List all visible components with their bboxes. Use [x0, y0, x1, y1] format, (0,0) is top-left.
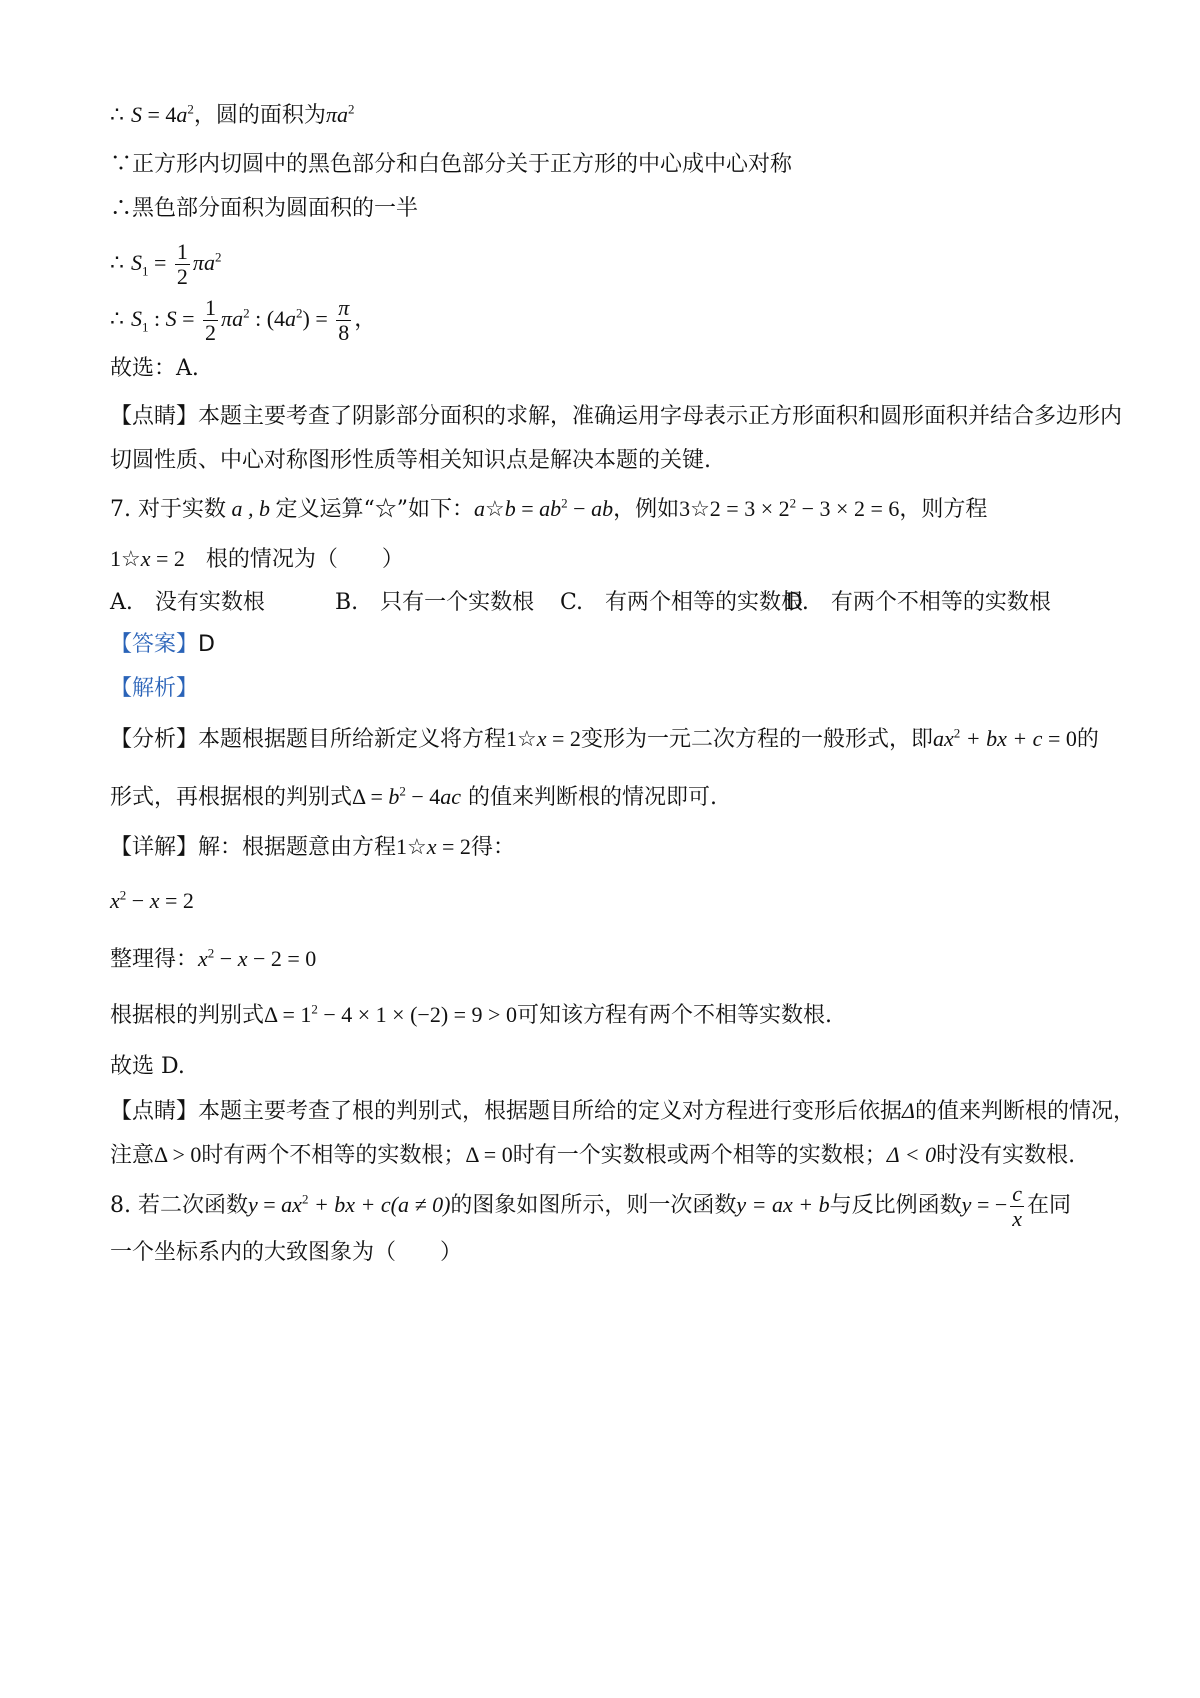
math-var: a: [203, 250, 215, 275]
math-text: −: [126, 888, 150, 913]
math-var: π: [325, 102, 337, 127]
math-text: =: [176, 306, 201, 331]
text: 与反比例函数: [829, 1193, 962, 1218]
math-text: 1☆: [110, 546, 141, 571]
math-exponent: 2: [243, 305, 250, 321]
text: 根的情况为（ ）: [205, 547, 404, 572]
fraction: [203, 296, 218, 345]
math-var: x: [140, 546, 151, 571]
therefore-symbol: ∴: [110, 307, 124, 332]
answer-tag: 【答案】: [110, 632, 199, 657]
text: 的值来判断根的情况，: [914, 1099, 1135, 1124]
text: 的值来判断根的情况即可.: [468, 785, 718, 810]
discriminant-line: [110, 998, 1110, 1033]
fraction: [336, 296, 351, 345]
fraction: [175, 240, 190, 289]
analysis-line: [110, 672, 1110, 706]
line-choose-a: 故选：A.: [110, 356, 199, 381]
choose-d-line: 故选 D.: [110, 1054, 185, 1079]
math-exponent: 2: [311, 1001, 318, 1017]
math-text: = 4: [142, 102, 177, 127]
math-var: x: [198, 946, 208, 971]
text: 时没有实数根.: [936, 1143, 1076, 1168]
math-exponent: 2: [119, 887, 127, 903]
fraction-denominator: 2: [176, 263, 188, 289]
math-exponent: 2: [561, 495, 568, 511]
math-text: Δ < 0: [886, 1142, 937, 1167]
question-number: 8. 若二次函数: [110, 1193, 248, 1218]
math-text: = 2: [546, 726, 581, 751]
option-c: C. 有两个相等的实数根: [560, 590, 804, 615]
math-subscript: 1: [142, 263, 149, 279]
fraction-numerator: 1: [205, 294, 217, 320]
math-var: + bx + c: [960, 726, 1043, 751]
math-var: a: [285, 306, 297, 331]
math-text: 1☆: [506, 726, 537, 751]
fraction-denominator: 2: [205, 319, 217, 345]
math-var: S: [131, 306, 142, 331]
math-text: =: [148, 250, 172, 275]
equation-1: [110, 884, 1110, 919]
math-var: b: [388, 784, 400, 809]
math-var: ab: [539, 496, 562, 521]
math-text: =: [515, 496, 540, 521]
math-var: x: [237, 946, 248, 971]
text: 【详解】解：根据题意由方程: [110, 835, 397, 860]
math-text: :: [148, 306, 166, 331]
math-var: S: [165, 306, 177, 331]
math-var: ax: [932, 726, 954, 751]
text: 时有两个不相等的实数根；: [201, 1143, 466, 1168]
math-var: x: [110, 888, 120, 913]
fraction-numerator: π: [338, 294, 350, 320]
math-text: Δ =: [352, 784, 389, 809]
math-var: π: [221, 306, 233, 331]
math-exponent: 2: [953, 725, 961, 741]
dianjing-line-1: [110, 1094, 1135, 1129]
fraction-numerator: c: [1012, 1180, 1023, 1206]
math-var: (a ≠ 0): [390, 1192, 451, 1217]
text: 变形为一元二次方程的一般形式，即: [580, 727, 933, 752]
line-s1: [110, 238, 1110, 288]
equation-2: [110, 942, 1110, 977]
math-exponent: 2: [347, 101, 355, 117]
math-text: = −: [971, 1192, 1008, 1217]
math-exponent: 2: [301, 1191, 309, 1207]
text: ，例如: [613, 497, 680, 522]
math-exponent: 2: [296, 305, 303, 321]
math-subscript: 1: [142, 319, 149, 335]
math-var: a: [473, 496, 485, 521]
math-var: a , b: [225, 496, 276, 521]
math-text: Δ = 0: [465, 1142, 513, 1167]
math-text: 1☆: [396, 834, 427, 859]
fraction: [1010, 1182, 1024, 1231]
option-a: A. 没有实数根: [110, 590, 265, 615]
math-text: Δ > 0: [154, 1142, 202, 1167]
therefore-symbol: ∴: [110, 103, 124, 128]
math-var: ax: [281, 1192, 302, 1217]
math-text: = 2: [159, 888, 194, 913]
line-comment-2: 切圆性质、中心对称图形性质等相关知识点是解决本题的关键.: [110, 448, 711, 473]
math-text: = 2: [150, 546, 185, 571]
math-text: − 2 = 0: [247, 946, 317, 971]
math-text: : (4: [249, 306, 286, 331]
line-symmetry: ∵正方形内切圆中的黑色部分和白色部分关于正方形的中心成中心对称: [110, 152, 793, 177]
option-d: D. 有两个不相等的实数根: [785, 590, 1051, 615]
math-exponent: 2: [399, 783, 406, 799]
text: 得：: [470, 835, 515, 860]
therefore-symbol: ∴: [110, 251, 124, 276]
math-var: a: [176, 102, 188, 127]
math-var: Δ: [902, 1098, 915, 1123]
text: 的图象如图所示，则一次函数: [450, 1193, 737, 1218]
math-var: π: [192, 250, 204, 275]
math-exponent: 2: [789, 495, 797, 511]
text: 在同: [1027, 1193, 1072, 1218]
text: 根据根的判别式: [110, 1003, 265, 1028]
xiangjie-line: [110, 830, 1110, 865]
math-var: S: [131, 102, 142, 127]
math-text: ) =: [302, 306, 334, 331]
math-var: ab: [591, 496, 614, 521]
option-b: B. 只有一个实数根: [335, 590, 535, 615]
answer-line: [110, 628, 1110, 662]
math-exponent: 2: [207, 945, 215, 961]
text: 可知该方程有两个不相等实数根.: [516, 1003, 832, 1028]
text: 注意: [110, 1143, 155, 1168]
fraction-numerator: 1: [176, 238, 188, 264]
math-text: =: [257, 1192, 282, 1217]
line-area-square: [110, 98, 1110, 133]
math-text: Δ = 1: [264, 1002, 312, 1027]
text: 时有一个实数根或两个相等的实数根；: [512, 1143, 887, 1168]
math-op: ☆: [484, 496, 505, 521]
dianjing-line-2: [110, 1138, 1110, 1173]
math-text: = 0: [1042, 726, 1077, 751]
math-text: −: [214, 946, 238, 971]
math-var: b: [504, 496, 516, 521]
math-var: S: [131, 250, 142, 275]
math-text: −: [567, 496, 592, 521]
math-exponent: 2: [214, 249, 222, 265]
text: 定义运算“☆”如下：: [275, 497, 474, 522]
line-half-area: ∴黑色部分面积为圆面积的一半: [110, 196, 419, 221]
math-var: y: [247, 1192, 258, 1217]
math-var: y: [961, 1192, 972, 1217]
math-var: a: [232, 306, 244, 331]
math-var: x: [536, 726, 547, 751]
math-var: y = ax + b: [736, 1192, 830, 1217]
question-number: 7. 对于实数: [110, 497, 226, 522]
answer-value: D: [198, 632, 215, 657]
fenxi-line-2: [110, 780, 1110, 815]
text: ，则方程: [899, 497, 988, 522]
text: 形式，再根据根的判别式: [110, 785, 353, 810]
fraction-denominator: x: [1012, 1205, 1023, 1231]
math-text: 3☆2 = 3 × 2: [679, 496, 790, 521]
question-8-line-2: 一个坐标系内的大致图象为（ ）: [110, 1240, 463, 1265]
text: ，圆的面积为: [193, 103, 326, 128]
line-ratio: [110, 294, 1110, 344]
fraction-denominator: 8: [338, 319, 350, 345]
text: 【点睛】本题主要考查了根的判别式，根据题目所给的定义对方程进行变形后依据: [110, 1099, 903, 1124]
math-text: − 4: [405, 784, 441, 809]
text: 【分析】本题根据题目所给新定义将方程: [110, 727, 507, 752]
math-text: − 4 × 1 × (−2) = 9 > 0: [317, 1002, 517, 1027]
question-7-line-2: [110, 542, 1110, 577]
fenxi-line-1: [110, 722, 1110, 757]
text: ，: [354, 307, 377, 332]
question-8-line-1: [110, 1180, 1110, 1230]
math-exponent: 2: [187, 101, 194, 117]
line-comment-1: 【点睛】本题主要考查了阴影部分面积的求解，准确运用字母表示正方形面积和圆形面积并结合多边形内: [110, 404, 1123, 429]
math-var: ac: [440, 784, 462, 809]
math-text: = 2: [436, 834, 471, 859]
math-var: + bx + c: [308, 1192, 391, 1217]
math-var: a: [336, 102, 348, 127]
text: 的: [1076, 727, 1099, 752]
analysis-tag: 【解析】: [110, 676, 199, 701]
math-var: x: [149, 888, 160, 913]
math-var: x: [426, 834, 437, 859]
question-7-line-1: [110, 492, 1110, 527]
math-text: − 3 × 2 = 6: [796, 496, 900, 521]
text: 整理得：: [110, 947, 199, 972]
